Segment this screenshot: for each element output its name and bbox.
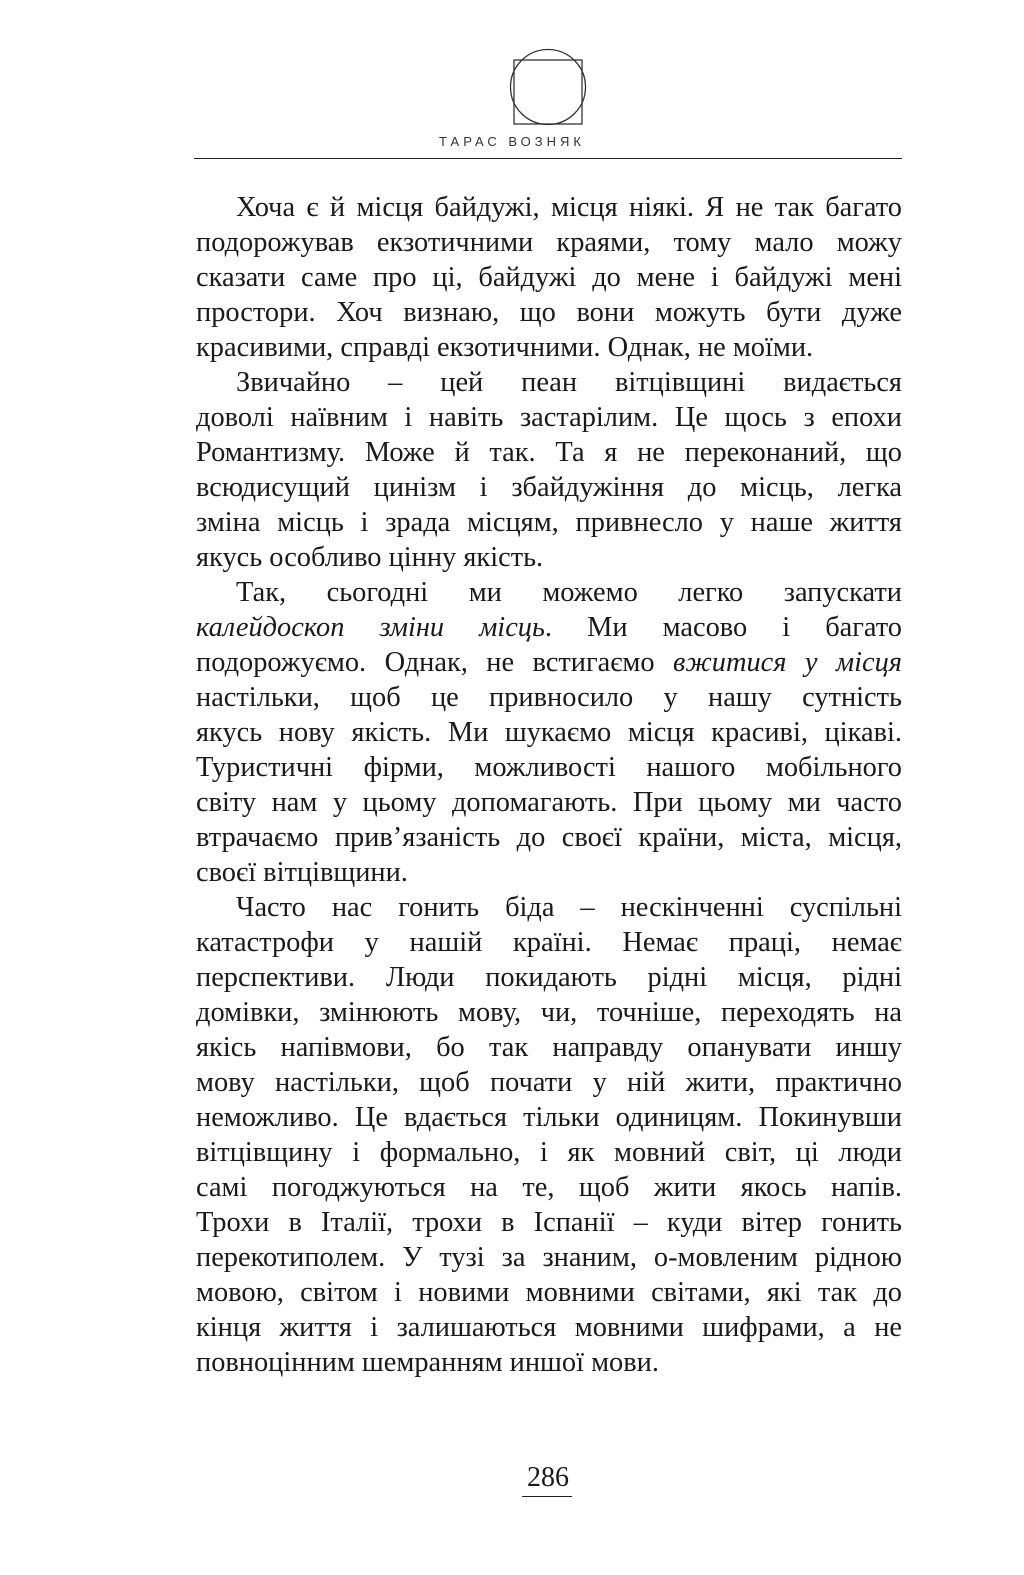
text-line: простори. Хоч визнаю, що вони можуть бути дуже (196, 297, 902, 328)
text-line: красивими, справді екзотичними. Однак, не моїми. (196, 332, 814, 363)
text-line: Туристичні фірми, можливості нашого мобільного (196, 752, 902, 783)
paragraph-1 (196, 190, 902, 365)
text-line: вітцівщину і формально, і як мовний світ, ці люди (196, 1137, 902, 1168)
text-line: світу нам у цьому допомагають. При цьому ми часто (196, 787, 902, 818)
italic-phrase: калейдоскоп зміни місць (196, 612, 545, 643)
text-fragment: подорожуємо. Однак, не встигаємо (196, 647, 674, 678)
text-line: подорожував екзотичними краями, тому мало можу (196, 227, 902, 258)
text-line: Романтизму. Може й так. Та я не переконаний, що (196, 437, 902, 468)
text-line: перекотиполем. У тузі за знаним, о-мовленим рідною (196, 1242, 902, 1273)
paragraph-4 (196, 890, 902, 1380)
header-divider (194, 158, 902, 159)
text-line: домівки, змінюють мову, чи, точніше, переходять на (196, 997, 902, 1028)
circle-square-logo-icon (509, 48, 587, 126)
paragraph-2 (196, 365, 902, 575)
text-line: зміна місць і зрада місцям, привнесло у наше життя (196, 507, 902, 538)
text-line: доволі наївним і навіть застарілим. Це щось з епохи (196, 402, 902, 433)
page-number: 286 (527, 1462, 569, 1493)
text-line: всюдисущий цинізм і збайдужіння до місць, легка (196, 472, 902, 503)
text-line: настільки, щоб це привносило у нашу сутність (196, 682, 902, 713)
text-line: якусь нову якість. Ми шукаємо місця красиві, цікаві. (196, 717, 902, 748)
italic-phrase: вжитися у місця (673, 647, 902, 678)
text-line: повноцінним шемранням иншої мови. (196, 1347, 659, 1378)
text-line: Звичайно – цей пеан вітцівщині видається (236, 367, 902, 398)
page-number-underline (522, 1496, 572, 1497)
text-line-mixed (196, 610, 902, 645)
text-line: неможливо. Це вдається тільки одиницям. Покинувши (196, 1102, 902, 1133)
text-line: самі погоджуються на те, щоб жити якось напів. (196, 1172, 902, 1203)
text-line: якусь особливо цінну якість. (196, 542, 544, 573)
text-line: кінця життя і залишаються мовними шифрами, а не (196, 1312, 902, 1343)
text-line-mixed (196, 645, 902, 680)
text-line: втрачаємо прив’язаність до своєї країни, міста, місця, (196, 822, 902, 853)
text-line: якісь напівмови, бо так направду опанувати иншу (196, 1032, 902, 1063)
text-fragment: . Ми масово і багато (544, 612, 902, 643)
text-line: своєї вітцівщини. (196, 857, 408, 888)
text-line: Трохи в Італії, трохи в Іспанії – куди вітер гонить (196, 1207, 902, 1238)
page-text (196, 190, 902, 1380)
text-line: мовою, світом і новими мовними світами, які так до (196, 1277, 902, 1308)
text-line: перспективи. Люди покидають рідні місця, рідні (196, 962, 902, 993)
text-line: катастрофи у нашій країні. Немає праці, немає (196, 927, 902, 958)
text-line: Так, сьогодні ми можемо легко запускати (236, 577, 902, 608)
text-line: Хоча є й місця байдужі, місця ніякі. Я не так багато (236, 192, 902, 223)
text-line: мову настільки, щоб почати у ній жити, практично (196, 1067, 902, 1098)
paragraph-3 (196, 575, 902, 890)
text-line: Часто нас гонить біда – нескінченні суспільні (236, 892, 902, 923)
text-line: сказати саме про ці, байдужі до мене і байдужі мені (196, 262, 902, 293)
running-head-author: ТАРАС ВОЗНЯК (439, 134, 585, 149)
